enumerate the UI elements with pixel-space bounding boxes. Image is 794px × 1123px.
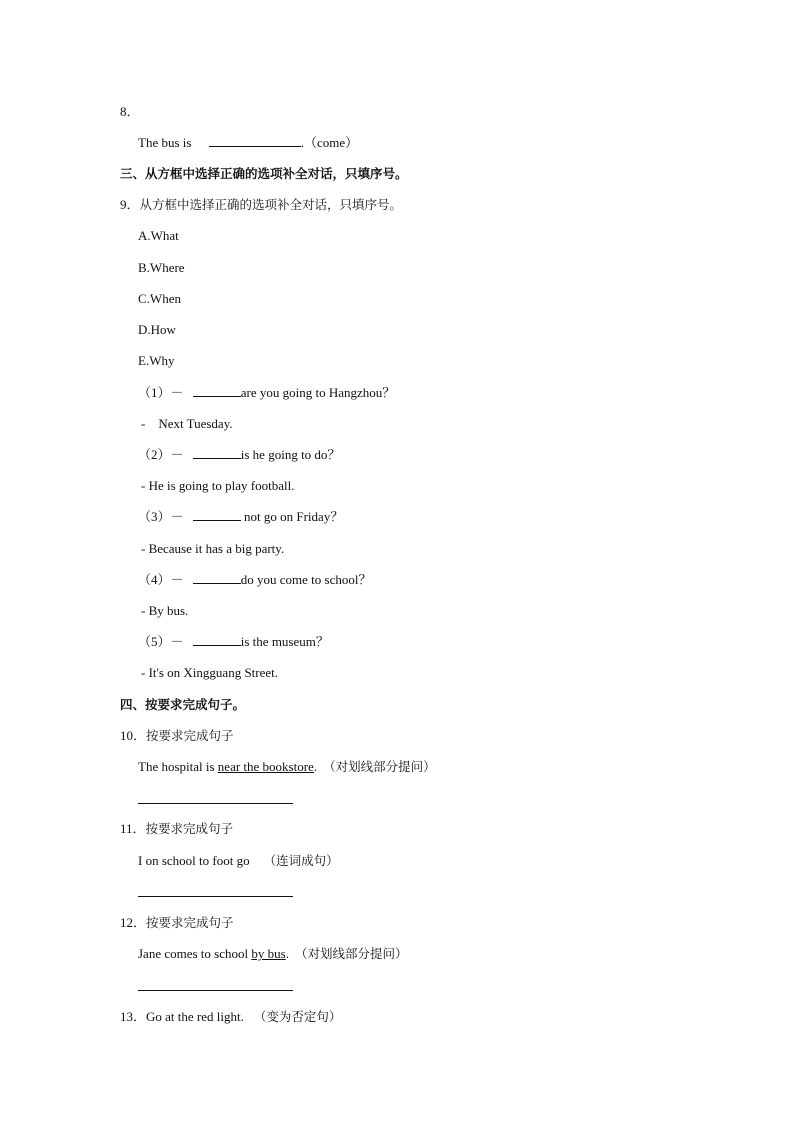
q10-instruction: 按要求完成句子 <box>146 728 234 743</box>
q9-dialog-5-blank[interactable] <box>193 633 241 646</box>
q12-hint: （对划线部分提问） <box>294 946 408 961</box>
q10-text-pre: The hospital is <box>138 759 218 774</box>
q9-dialog-3-num: （3）－ <box>138 509 184 524</box>
q9-dialog-5-num: （5）－ <box>138 634 184 649</box>
q9-heading <box>120 196 402 214</box>
q9-option-d: D.How <box>138 322 176 337</box>
q10-answer-line[interactable] <box>138 803 293 804</box>
q9-dialog-1-answer: - Next Tuesday. <box>141 416 233 431</box>
q9-option-e: E.Why <box>138 353 175 368</box>
q9-dialog-1-question <box>138 384 395 402</box>
q11-sentence <box>138 852 339 870</box>
q10-text-post: . <box>313 759 318 774</box>
q9-option-c: C.When <box>138 291 181 306</box>
q11-heading <box>120 820 233 838</box>
q9-option-b: B.Where <box>138 260 185 275</box>
q9-dialog-5-answer: - It's on Xingguang Street. <box>141 665 279 680</box>
q13-text: Go at the red light. <box>146 1009 244 1024</box>
q11-text: I on school to foot go <box>138 853 250 868</box>
q10-number: 10． <box>120 728 147 743</box>
q8-text-after: .（come） <box>300 135 359 150</box>
q9-dialog-3-blank[interactable] <box>193 508 241 521</box>
q9-dialog-4-text: do you come to school？ <box>240 572 372 587</box>
section-4-title: 四、按要求完成句子。 <box>120 697 246 712</box>
q9-dialog-1-blank[interactable] <box>193 384 241 397</box>
q13-number: 13． <box>120 1009 147 1024</box>
section-3-title: 三、从方框中选择正确的选项补全对话，只填序号。 <box>120 166 408 181</box>
q9-instruction: 从方框中选择正确的选项补全对话，只填序号。 <box>139 197 403 212</box>
q9-dialog-4-question <box>138 571 371 589</box>
q9-dialog-2-answer: - He is going to play football. <box>141 478 295 493</box>
q9-dialog-2-question <box>138 446 340 464</box>
q12-sentence <box>138 945 407 963</box>
q8-blank[interactable] <box>209 134 301 147</box>
q11-instruction: 按要求完成句子 <box>145 821 234 836</box>
q12-instruction: 按要求完成句子 <box>146 915 234 930</box>
q9-dialog-5-text: is the museum？ <box>240 634 329 649</box>
q9-dialog-1-text: are you going to Hangzhou？ <box>240 385 396 400</box>
q11-hint: （连词成句） <box>263 853 339 868</box>
q11-number: 11． <box>120 821 146 836</box>
q9-option-a: A.What <box>138 228 179 243</box>
q9-dialog-2-blank[interactable] <box>193 446 241 459</box>
q13-heading <box>120 1008 341 1026</box>
q12-answer-line[interactable] <box>138 990 293 991</box>
q9-number: 9． <box>120 197 140 212</box>
q9-dialog-4-num: （4）－ <box>138 572 184 587</box>
q12-number: 12． <box>120 915 147 930</box>
q8-number: 8． <box>120 104 140 119</box>
q9-dialog-2-text: is he going to do？ <box>240 447 341 462</box>
q8-text-before: The bus is <box>138 135 192 150</box>
q9-dialog-1-num: （1）－ <box>138 385 184 400</box>
q13-hint: （变为否定句） <box>253 1009 342 1024</box>
q10-sentence <box>138 758 436 776</box>
q8-sentence <box>138 134 358 152</box>
q9-dialog-3-question <box>138 508 343 526</box>
q10-underlined-part: near the bookstore <box>217 759 314 774</box>
q12-heading <box>120 914 234 932</box>
q9-dialog-3-answer: - Because it has a big party. <box>141 541 285 556</box>
q9-dialog-5-question <box>138 633 329 651</box>
q9-dialog-4-answer: - By bus. <box>141 603 189 618</box>
q11-answer-line[interactable] <box>138 896 293 897</box>
q9-dialog-4-blank[interactable] <box>193 571 241 584</box>
q10-heading <box>120 727 234 745</box>
q10-hint: （对划线部分提问） <box>323 759 436 774</box>
q12-underlined-part: by bus <box>251 946 286 961</box>
q9-dialog-3-text: not go on Friday？ <box>240 509 344 524</box>
q9-dialog-2-num: （2）－ <box>138 447 184 462</box>
q12-text-post: . <box>285 946 289 961</box>
q12-text-pre: Jane comes to school <box>138 946 252 961</box>
